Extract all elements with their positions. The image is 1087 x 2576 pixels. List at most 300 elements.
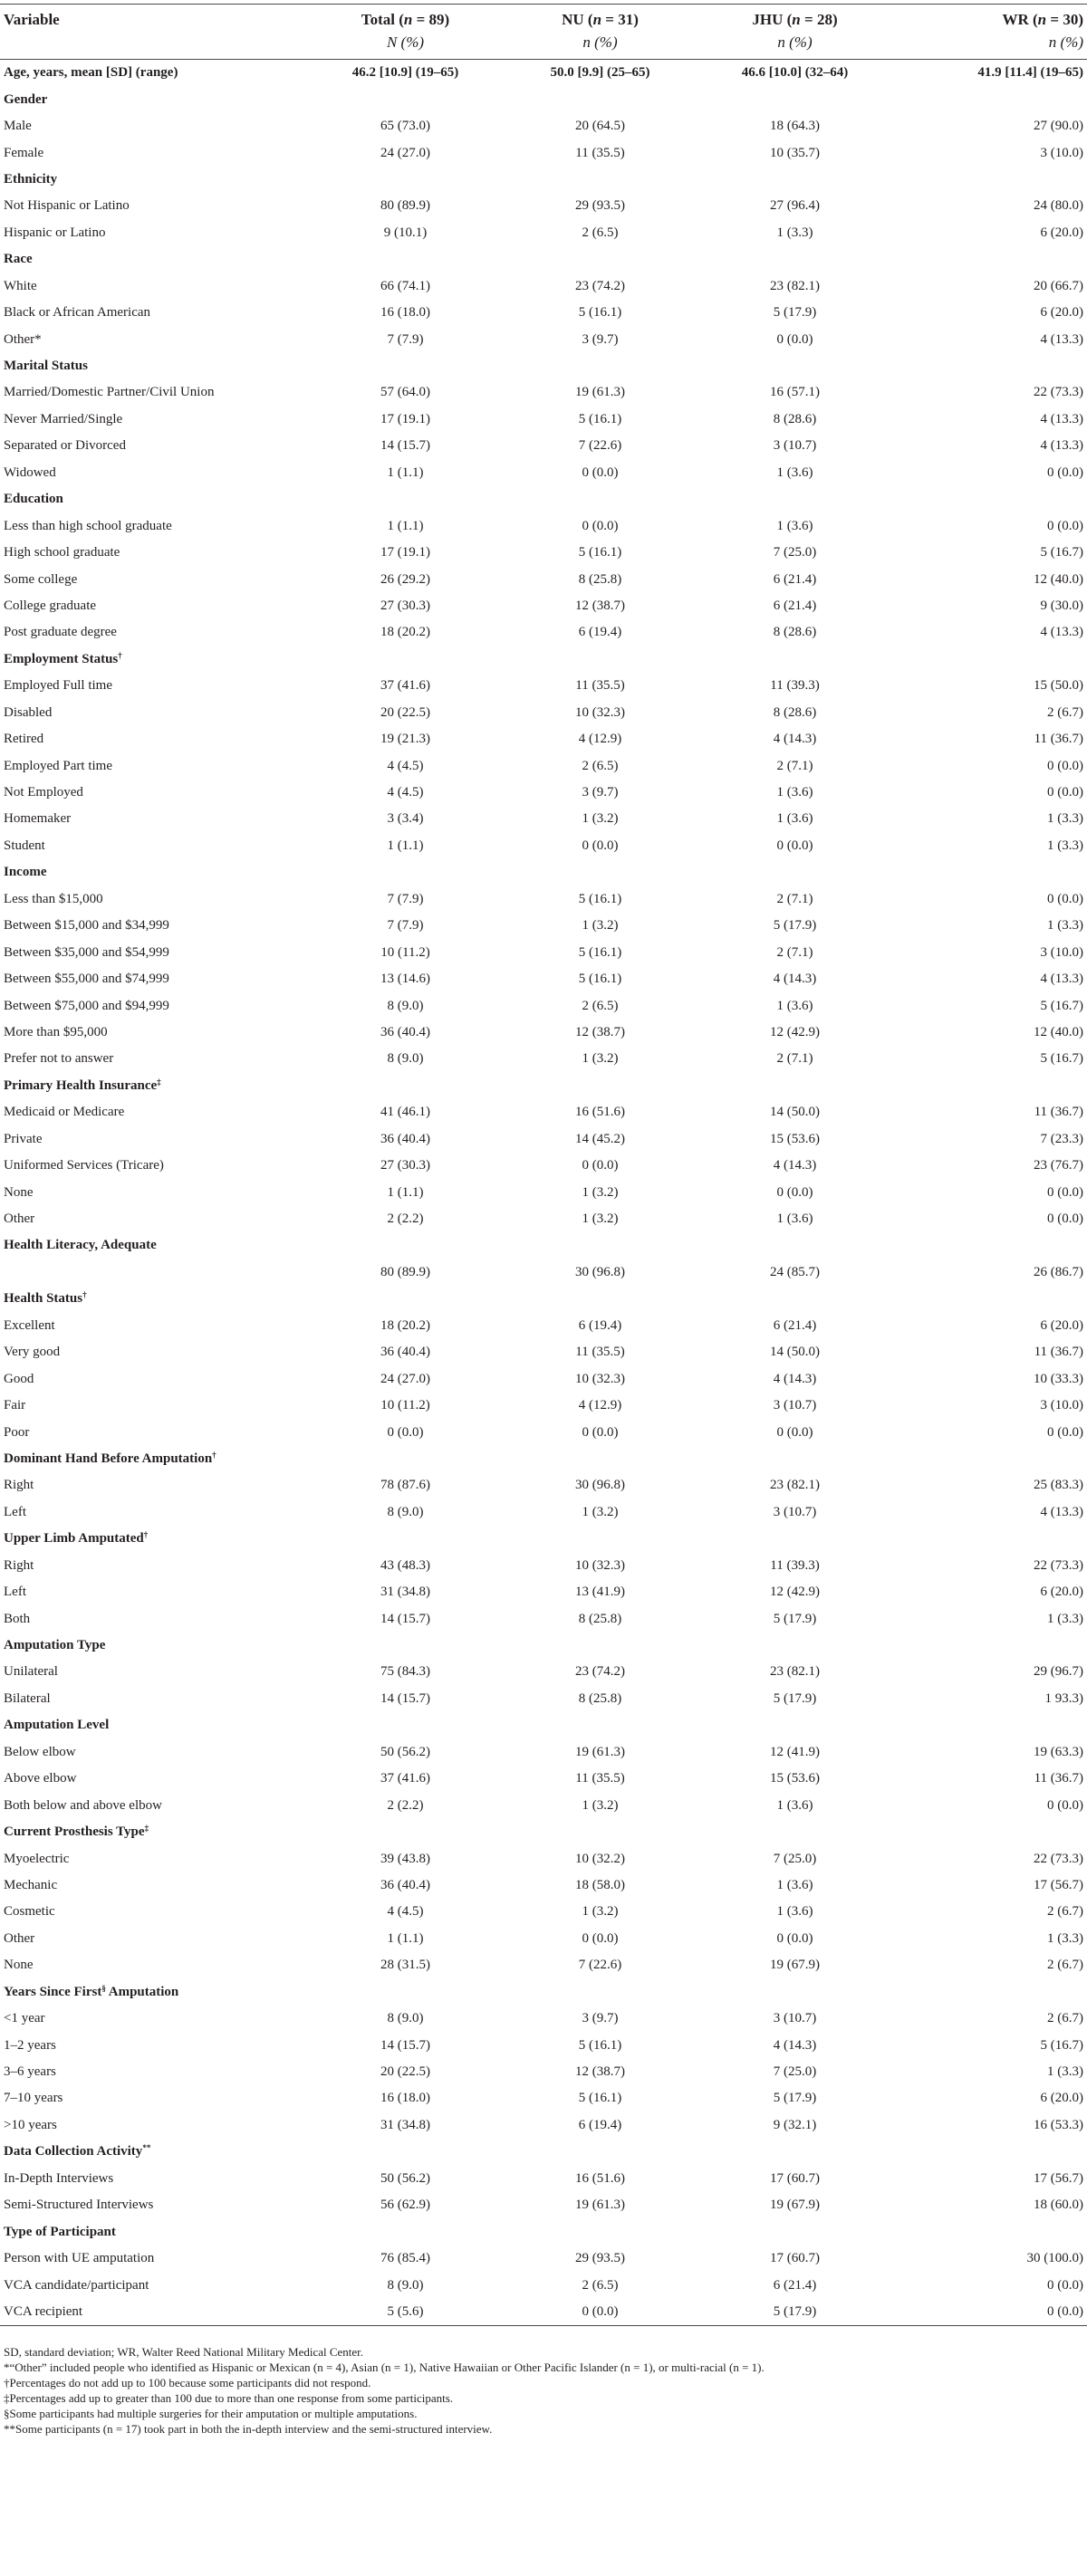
cell-value (892, 859, 1087, 886)
row-label: High school graduate (4, 545, 120, 560)
table-row (0, 1792, 1087, 1818)
row-label: Employed Part time (4, 758, 112, 773)
row-label: Student (4, 838, 45, 853)
row-label: Above elbow (4, 1771, 77, 1786)
cell-value: 57 (64.0) (380, 385, 430, 400)
cell-value: 3 (10.0) (1040, 145, 1083, 160)
table-row (0, 566, 1087, 592)
cell-value: 11 (39.3) (770, 678, 820, 694)
table-row (0, 433, 1087, 459)
cell-value: 0 (0.0) (582, 518, 619, 533)
cell-value: 23 (82.1) (770, 278, 820, 293)
cell-value: 19 (61.3) (575, 2198, 625, 2213)
cell-value: 3 (9.7) (582, 331, 619, 347)
cell-value: 1 (1.1) (387, 1930, 424, 1946)
cell-value: 1 (1.1) (387, 518, 424, 533)
footnote-marker: † (212, 1450, 216, 1460)
cell-value: 0 (0.0) (582, 838, 619, 853)
table-row (0, 2059, 1087, 2085)
cell-value (892, 1526, 1087, 1552)
row-label: Medicaid or Medicare (4, 1105, 125, 1120)
footnote-marker: † (143, 1530, 149, 1540)
header-total: Total (n = 89) (308, 5, 503, 33)
cell-value: 0 (0.0) (776, 838, 813, 853)
cell-value (308, 1232, 503, 1259)
cell-value (892, 1712, 1087, 1738)
cell-value: 2 (6.7) (1047, 2011, 1083, 2026)
cell-value: 1 (3.2) (582, 1504, 619, 1519)
table-row (0, 1179, 1087, 1205)
cell-value: 66 (74.1) (380, 278, 430, 293)
cell-value: 41.9 [11.4] (19–65) (977, 65, 1083, 81)
cell-value: 11 (36.7) (1034, 732, 1083, 747)
cell-value: 22 (73.3) (1034, 1557, 1083, 1573)
cell-value (892, 486, 1087, 512)
cell-value: 16 (51.6) (575, 1105, 625, 1120)
row-label: Never Married/Single (4, 411, 123, 426)
cell-value (503, 859, 697, 886)
cell-value: 8 (28.6) (773, 625, 817, 640)
cell-value: 2 (7.1) (776, 758, 813, 773)
cell-value: 20 (64.5) (575, 119, 625, 134)
cell-value: 24 (85.7) (770, 1264, 820, 1279)
cell-value: 16 (53.3) (1034, 2117, 1083, 2132)
footnote-line: SD, standard deviation; WR, Walter Reed National Military Medical Center. (4, 2345, 364, 2360)
table-row (0, 1766, 1087, 1792)
table-row (0, 1153, 1087, 1179)
cell-value: 16 (18.0) (380, 305, 430, 321)
cell-value: 2 (7.1) (776, 1051, 813, 1067)
cell-value (892, 1979, 1087, 2006)
cell-value: 5 (17.9) (773, 1690, 817, 1706)
table-row (0, 139, 1087, 166)
section-row (0, 1633, 1087, 1659)
cell-value: 11 (36.7) (1034, 1345, 1083, 1360)
cell-value (697, 486, 892, 512)
table-row (0, 1686, 1087, 1712)
cell-value: 14 (50.0) (770, 1105, 820, 1120)
table-row (0, 1313, 1087, 1339)
cell-value: 14 (15.7) (380, 1690, 430, 1706)
cell-value: 9 (32.1) (773, 2117, 817, 2132)
row-label: Mechanic (4, 1877, 58, 1892)
cell-value: 0 (0.0) (387, 1424, 424, 1440)
cell-value: 13 (41.9) (575, 1585, 625, 1600)
section-row (0, 1232, 1087, 1259)
cell-value: 7 (25.0) (773, 2064, 817, 2080)
cell-value: 31 (34.8) (380, 1585, 430, 1600)
cell-value: 5 (17.9) (697, 2299, 892, 2326)
section-row (0, 353, 1087, 379)
section-label: Years Since First§ Amputation (4, 1983, 179, 1999)
cell-value: 78 (87.6) (380, 1478, 430, 1493)
row-label: 3–6 years (4, 2064, 56, 2080)
cell-value: 4 (13.3) (1040, 411, 1083, 426)
table-row (0, 1206, 1087, 1232)
row-label (0, 1259, 308, 1286)
row-label: Fair (4, 1398, 26, 1413)
cell-value (697, 1633, 892, 1659)
cell-value (308, 1633, 503, 1659)
cell-value (892, 353, 1087, 379)
cell-value: 17 (56.7) (1034, 1877, 1083, 1892)
table-row (0, 1472, 1087, 1499)
row-label: Homemaker (4, 811, 72, 827)
cell-value: 14 (15.7) (380, 1611, 430, 1626)
cell-value: 4 (13.3) (1040, 1504, 1083, 1519)
table-row (0, 512, 1087, 539)
cell-value: 7 (22.6) (578, 1958, 622, 1973)
row-label: Between $55,000 and $74,999 (4, 972, 169, 987)
row-label: Less than $15,000 (4, 891, 103, 906)
cell-value: 23 (82.1) (770, 1664, 820, 1680)
cell-value (308, 1819, 503, 1845)
footnote-line: §Some participants had multiple surgeries for their amputation or multiple amputations. (4, 2407, 418, 2421)
cell-value: 5 (16.7) (1040, 2037, 1083, 2053)
row-label: Disabled (4, 704, 53, 720)
cell-value: 1 (3.2) (582, 1797, 619, 1813)
section-label: Data Collection Activity** (4, 2143, 151, 2159)
cell-value: 5 (16.1) (578, 411, 622, 426)
cell-value: 1 (3.3) (1047, 1930, 1083, 1946)
cell-value (308, 1446, 503, 1472)
row-label: Both below and above elbow (4, 1797, 162, 1813)
cell-value: 7 (22.6) (578, 438, 622, 454)
cell-value: 0 (0.0) (1047, 1424, 1083, 1440)
table-row (0, 1499, 1087, 1526)
cell-value (503, 2139, 697, 2165)
cell-value: 2 (6.7) (1047, 704, 1083, 720)
cell-value: 0 (0.0) (1047, 1211, 1083, 1227)
header-wr-sub: n (%) (892, 32, 1087, 60)
header-jhu-sub: n (%) (697, 32, 892, 60)
cell-value: 6 (20.0) (1040, 1317, 1083, 1333)
section-row (0, 2218, 1087, 2245)
cell-value: 1 (3.6) (776, 464, 813, 480)
cell-value: 1 (3.3) (1047, 838, 1083, 853)
cell-value: 0 (0.0) (1047, 785, 1083, 800)
row-label: College graduate (4, 598, 97, 613)
table-row (0, 113, 1087, 139)
cell-value: 50.0 [9.9] (25–65) (550, 65, 650, 81)
footnote-line: ‡Percentages add up to greater than 100 due to more than one response from some participants. (4, 2391, 454, 2406)
table-row (0, 60, 1087, 87)
cell-value: 1 (3.3) (1047, 1611, 1083, 1626)
cell-value: 0 (0.0) (582, 1424, 619, 1440)
cell-value: 1 (3.6) (776, 998, 813, 1013)
cell-value: 3 (10.0) (1040, 1398, 1083, 1413)
cell-value (503, 1712, 697, 1738)
cell-value: 8 (28.6) (773, 704, 817, 720)
cell-value: 23 (82.1) (770, 1478, 820, 1493)
table-row (0, 833, 1087, 859)
cell-value: 12 (41.9) (770, 1744, 820, 1759)
cell-value: 10 (33.3) (1034, 1371, 1083, 1386)
cell-value (697, 353, 892, 379)
header-variable: Variable (0, 5, 308, 33)
table-row (0, 2246, 1087, 2272)
cell-value: 2 (2.2) (387, 1797, 424, 1813)
section-label: Amputation Type (4, 1638, 106, 1653)
cell-value: 6 (20.0) (1040, 1585, 1083, 1600)
table-row (0, 2085, 1087, 2112)
row-label: Both (4, 1611, 31, 1626)
cell-value: 10 (32.2) (575, 1851, 625, 1866)
table-row (0, 326, 1087, 352)
cell-value: 3 (10.7) (773, 1398, 817, 1413)
cell-value: 16 (18.0) (380, 2091, 430, 2106)
table-row (0, 1126, 1087, 1153)
row-label: Person with UE amputation (4, 2251, 155, 2266)
cell-value: 1 (3.6) (776, 1877, 813, 1892)
cell-value: 5 (16.1) (578, 972, 622, 987)
cell-value: 5 (16.1) (578, 545, 622, 560)
cell-value: 11 (36.7) (1034, 1771, 1083, 1786)
row-label: Retired (4, 732, 44, 747)
cell-value: 0 (0.0) (1047, 1797, 1083, 1813)
row-label: <1 year (4, 2011, 45, 2026)
table-row (0, 1872, 1087, 1899)
cell-value: 37 (41.6) (380, 1771, 430, 1786)
cell-value: 2 (6.5) (582, 998, 619, 1013)
cell-value (308, 246, 503, 273)
cell-value: 17 (56.7) (1034, 2170, 1083, 2186)
section-row (0, 1073, 1087, 1099)
cell-value: 7 (7.9) (387, 331, 424, 347)
cell-value (503, 1633, 697, 1659)
cell-value: 5 (17.9) (773, 305, 817, 321)
footnote-line: **Some participants (n = 17) took part in both the in-depth interview and the semi-structured interview. (4, 2422, 493, 2437)
cell-value: 3 (9.7) (582, 2011, 619, 2026)
cell-value: 1 (3.2) (582, 1211, 619, 1227)
cell-value (503, 646, 697, 673)
cell-value: 1 (3.2) (582, 1051, 619, 1067)
table-row (0, 1393, 1087, 1419)
row-label: Some college (4, 571, 78, 587)
cell-value: 19 (21.3) (380, 732, 430, 747)
cell-value: 27 (30.3) (380, 1158, 430, 1173)
cell-value: 19 (67.9) (770, 1958, 820, 1973)
row-label: Right (4, 1478, 34, 1493)
cell-value: 10 (11.2) (380, 1398, 430, 1413)
cell-value: 12 (42.9) (770, 1585, 820, 1600)
table-row (0, 1659, 1087, 1685)
cell-value: 75 (84.3) (380, 1664, 430, 1680)
cell-value: 14 (15.7) (380, 438, 430, 454)
row-label: Right (4, 1557, 34, 1573)
row-label: Between $75,000 and $94,999 (4, 998, 169, 1013)
cell-value (308, 353, 503, 379)
cell-value: 10 (35.7) (770, 145, 820, 160)
cell-value: 1 (3.3) (1047, 2064, 1083, 2080)
cell-value (503, 1979, 697, 2006)
cell-value: 39 (43.8) (380, 1851, 430, 1866)
cell-value: 19 (67.9) (770, 2198, 820, 2213)
cell-value: 12 (38.7) (575, 1024, 625, 1039)
row-label: Poor (4, 1424, 30, 1440)
cell-value (697, 1286, 892, 1312)
row-label: Between $35,000 and $54,999 (4, 944, 169, 960)
cell-value: 1 (3.2) (582, 1904, 619, 1920)
cell-value: 36 (40.4) (380, 1345, 430, 1360)
footnote-marker: † (118, 650, 122, 660)
cell-value: 3 (10.7) (773, 1504, 817, 1519)
cell-value: 5 (5.6) (308, 2299, 503, 2326)
section-label: Amputation Level (4, 1718, 110, 1733)
cell-value: 7 (25.0) (773, 545, 817, 560)
section-label: Primary Health Insurance‡ (4, 1077, 161, 1093)
section-row (0, 486, 1087, 512)
cell-value (892, 246, 1087, 273)
cell-value: 2 (2.2) (387, 1211, 424, 1227)
table-row (0, 300, 1087, 326)
cell-value: 10 (32.3) (575, 1371, 625, 1386)
footnote-marker: ** (142, 2143, 151, 2153)
cell-value: 2 (7.1) (776, 944, 813, 960)
footnote-line: *“Other” included people who identified as Hispanic or Mexican (n = 4), Asian (n = 1), Native Hawaiian or Other Pacific Islander (n = 1), or multi-racial (n = 1). (4, 2361, 765, 2375)
table-row (0, 806, 1087, 832)
cell-value: 43 (48.3) (380, 1557, 430, 1573)
cell-value: 1 93.3) (1044, 1690, 1083, 1706)
section-row (0, 86, 1087, 112)
cell-value: 17 (19.1) (380, 411, 430, 426)
cell-value: 14 (45.2) (575, 1131, 625, 1146)
cell-value: 36 (40.4) (380, 1131, 430, 1146)
cell-value: 22 (73.3) (1034, 385, 1083, 400)
cell-value: 27 (90.0) (1034, 119, 1083, 134)
cell-value: 0 (0.0) (776, 1184, 813, 1200)
cell-value (697, 1712, 892, 1738)
cell-value: 11 (35.5) (575, 1345, 625, 1360)
cell-value: 2 (6.5) (582, 225, 619, 240)
cell-value: 8 (9.0) (387, 1051, 424, 1067)
cell-value: 1 (3.6) (776, 1211, 813, 1227)
cell-value (503, 86, 697, 112)
section-label: Dominant Hand Before Amputation† (4, 1450, 216, 1466)
cell-value: 37 (41.6) (380, 678, 430, 694)
cell-value: 4 (4.5) (387, 785, 424, 800)
table-row (0, 780, 1087, 806)
cell-value: 2 (7.1) (776, 891, 813, 906)
cell-value: 7 (7.9) (387, 891, 424, 906)
cell-value: 1 (3.6) (776, 1904, 813, 1920)
table-row (0, 1099, 1087, 1125)
row-label: Private (4, 1131, 43, 1146)
cell-value: 12 (40.0) (1034, 1024, 1083, 1039)
row-label: VCA recipient (0, 2299, 308, 2326)
cell-value (308, 86, 503, 112)
cell-value (697, 1232, 892, 1259)
table-row (0, 752, 1087, 779)
cell-value: 23 (74.2) (575, 278, 625, 293)
cell-value (503, 246, 697, 273)
footnote-line: †Percentages do not add up to 100 because some participants did not respond. (4, 2376, 371, 2390)
cell-value: 8 (25.8) (578, 571, 622, 587)
cell-value: 36 (40.4) (380, 1024, 430, 1039)
table-row (0, 220, 1087, 246)
cell-value: 20 (66.7) (1034, 278, 1083, 293)
cell-value: 5 (16.1) (578, 2037, 622, 2053)
cell-value: 0 (0.0) (892, 2299, 1087, 2326)
cell-value: 18 (64.3) (770, 119, 820, 134)
cell-value: 0 (0.0) (1047, 891, 1083, 906)
cell-value (892, 1819, 1087, 1845)
cell-value: 1 (1.1) (387, 464, 424, 480)
cell-value: 8 (9.0) (387, 998, 424, 1013)
cell-value: 5 (16.1) (578, 305, 622, 321)
cell-value: 50 (56.2) (380, 2170, 430, 2186)
section-row (0, 1446, 1087, 1472)
cell-value: 80 (89.9) (380, 1264, 430, 1279)
cell-value: 56 (62.9) (380, 2198, 430, 2213)
row-label: Hispanic or Latino (4, 225, 106, 240)
cell-value: 6 (21.4) (773, 571, 817, 587)
table-row (0, 1926, 1087, 1952)
cell-value: 4 (13.3) (1040, 438, 1083, 454)
cell-value: 50 (56.2) (380, 1744, 430, 1759)
table-row (0, 1605, 1087, 1632)
cell-value: 6 (19.4) (578, 2117, 622, 2132)
cell-value (503, 1286, 697, 1312)
row-label: Separated or Divorced (4, 438, 126, 454)
section-label: Marital Status (4, 359, 88, 374)
section-row (0, 1712, 1087, 1738)
cell-value: 6 (19.4) (578, 625, 622, 640)
row-label: Below elbow (4, 1744, 76, 1759)
cell-value: 4 (13.3) (1040, 625, 1083, 640)
cell-value: 0 (0.0) (776, 1424, 813, 1440)
cell-value: 1 (3.6) (776, 1797, 813, 1813)
cell-value: 8 (9.0) (387, 1504, 424, 1519)
cell-value: 36 (40.4) (380, 1877, 430, 1892)
cell-value: 6 (20.0) (1040, 2091, 1083, 2106)
cell-value: 30 (100.0) (1026, 2251, 1083, 2266)
cell-value: 0 (0.0) (1047, 518, 1083, 533)
section-label: Employment Status† (4, 650, 122, 666)
row-label: Widowed (4, 464, 56, 480)
cell-value: 24 (27.0) (380, 145, 430, 160)
cell-value: 16 (51.6) (575, 2170, 625, 2186)
table-row (0, 2112, 1087, 2139)
row-label: Unilateral (4, 1664, 58, 1680)
section-row (0, 1979, 1087, 2006)
cell-value (697, 1979, 892, 2006)
header-total-sub: N (%) (308, 32, 503, 60)
cell-value: 20 (22.5) (380, 2064, 430, 2080)
cell-value (503, 486, 697, 512)
cell-value: 46.6 [10.0] (32–64) (741, 65, 849, 81)
table-row (0, 1739, 1087, 1766)
cell-value: 1 (3.6) (776, 811, 813, 827)
cell-value: 4 (13.3) (1040, 972, 1083, 987)
table-row (0, 2006, 1087, 2032)
cell-value: 1 (3.2) (582, 811, 619, 827)
cell-value (892, 1232, 1087, 1259)
cell-value: 6 (21.4) (773, 598, 817, 613)
cell-value: 5 (16.7) (1040, 998, 1083, 1013)
cell-value (892, 646, 1087, 673)
cell-value: 9 (30.0) (1040, 598, 1083, 613)
section-label: Race (4, 252, 33, 267)
cell-value: 0 (0.0) (582, 1158, 619, 1173)
cell-value (697, 646, 892, 673)
cell-value: 22 (73.3) (1034, 1851, 1083, 1866)
cell-value: 19 (61.3) (575, 1744, 625, 1759)
row-label: Less than high school graduate (4, 518, 172, 533)
cell-value: 4 (4.5) (387, 1904, 424, 1920)
cell-value: 24 (80.0) (1034, 198, 1083, 214)
cell-value: 6 (20.0) (1040, 305, 1083, 321)
